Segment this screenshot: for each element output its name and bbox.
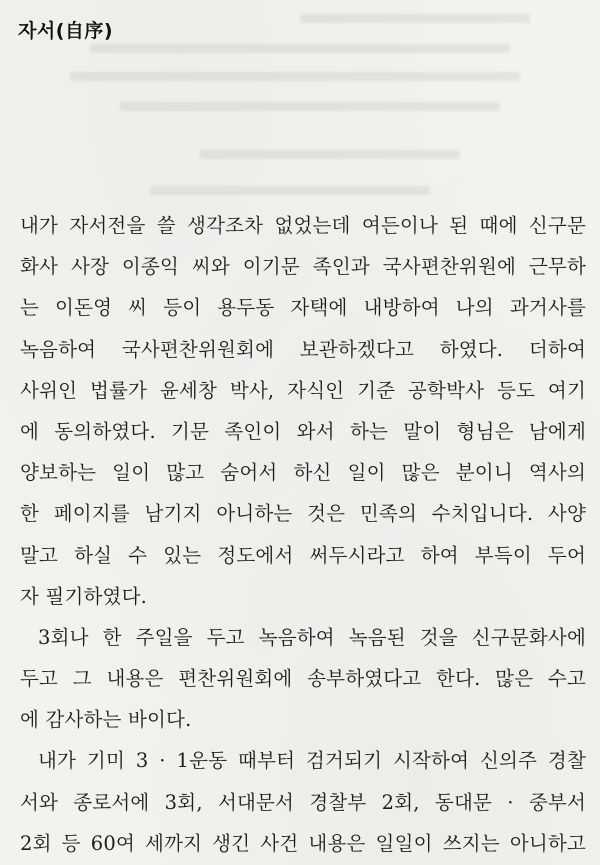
text-line: 녹음하여 국사편찬위원회에 보관하겠다고 하였다. 더하여 [20,337,586,361]
text-line: 자 필기하였다. [20,584,148,608]
text-line: 내가 기미 3 · 1운동 때부터 검거되기 시작하여 신의주 경찰 [38,749,586,773]
text-line: 화사 사장 이종익 씨와 이기문 족인과 국사편찬위원에 근무하 [20,255,586,279]
text-line: 사위인 법률가 윤세창 박사, 자식인 기준 공학박사 등도 여기 [20,378,586,402]
text-line: 내가 자서전을 쓸 생각조차 없었는데 여든이나 된 때에 신구문 [20,214,586,237]
text-line: 말고 하실 수 있는 정도에서 써두시라고 하여 부득이 두어 [20,543,586,567]
text-line: 3회나 한 주일을 두고 녹음하여 녹음된 것을 신구문화사에 [38,625,586,649]
text-line: 2회 등 60여 세까지 생긴 사건 내용은 일일이 쓰지는 아니하고 [20,831,586,855]
text-line: 양보하는 일이 많고 숨어서 하신 일이 많은 분이니 역사의 [20,461,586,485]
text-line: 에 동의하였다. 기문 족인이 와서 하는 말이 형님은 남에게 [20,419,586,443]
text-line: 두고 그 내용은 편찬위원회에 송부하였다고 한다. 많은 수고 [20,667,586,691]
text-line: 한 페이지를 남기지 아니하는 것은 민족의 수치입니다. 사양 [20,502,586,526]
page-title: 자서(自序) [18,20,114,42]
text-line: 는 이돈영 씨 등이 용두동 자택에 내방하여 나의 과거사를 [20,296,586,320]
body-text [20,205,586,864]
text-line: 서와 종로서에 3회, 서대문서 경찰부 2회, 동대문 · 중부서 [20,790,586,814]
text-line: 에 감사하는 바이다. [20,708,192,732]
